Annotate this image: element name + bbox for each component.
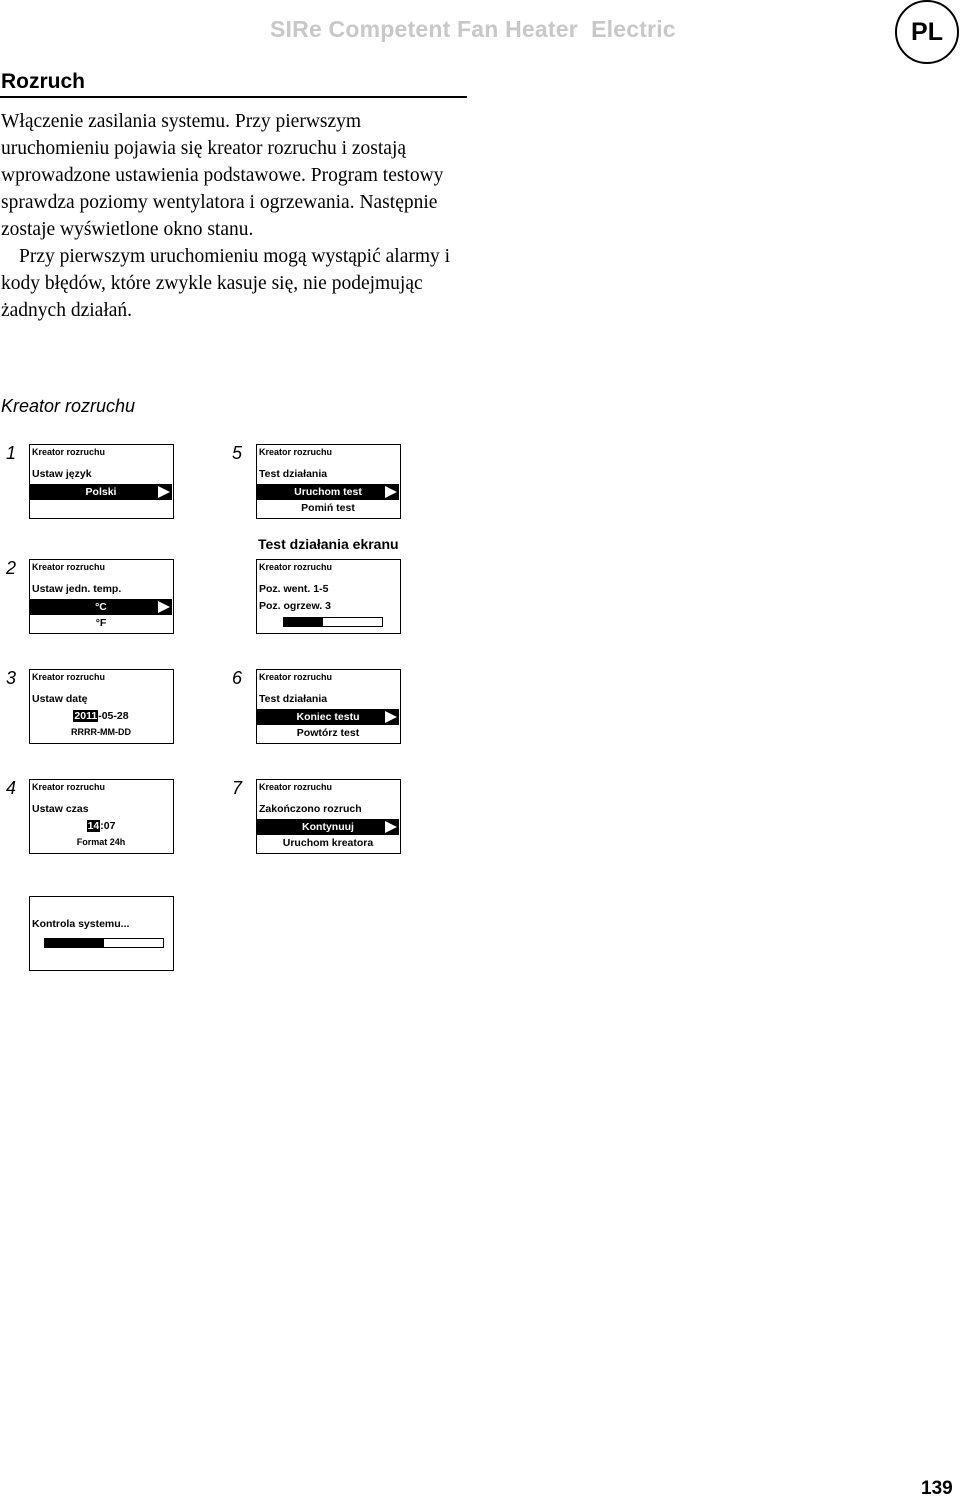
screen-title: Kreator rozruchu (32, 672, 106, 682)
date-format-hint: RRRR-MM-DD (71, 727, 131, 737)
date-year-highlight: 2011 (74, 710, 98, 722)
selected-option-text: Polski (85, 486, 117, 498)
screen-label: Test działania (259, 468, 328, 480)
selected-option-row (257, 709, 399, 725)
step-number-6: 6 (232, 668, 243, 688)
screen-title: Kreator rozruchu (32, 782, 106, 792)
language-badge: PL (895, 0, 959, 64)
display-test-progress-bar (283, 617, 383, 627)
heat-level-text: Poz. ogrzew. 3 (259, 600, 331, 612)
document-header-title: SIRe Competent Fan Heater Electric (270, 16, 676, 42)
screen-label: Ustaw język (32, 468, 92, 480)
wizard-heading: Kreator rozruchu (1, 396, 136, 416)
screen-label: Test działania (259, 693, 328, 705)
fan-level-text: Poz. went. 1-5 (259, 583, 329, 595)
option-text: Pomiń test (301, 502, 355, 514)
screen-title: Kreator rozruchu (259, 782, 333, 792)
selected-option-row (257, 819, 399, 835)
selected-option-row (257, 484, 399, 500)
screen-title: Kreator rozruchu (32, 447, 106, 457)
section-title: Rozruch (1, 70, 85, 93)
play-arrow-icon (385, 711, 397, 723)
play-arrow-icon (158, 486, 170, 498)
section-divider (0, 96, 467, 98)
step-number-4: 4 (6, 778, 17, 798)
body-text (1, 108, 471, 324)
screen-label: Ustaw datę (32, 693, 88, 705)
selected-option-row (30, 484, 172, 500)
screen-test-finished (256, 669, 401, 744)
page-number: 139 (921, 1478, 953, 1498)
progress-fill (284, 618, 323, 626)
option-text: Uruchom kreatora (282, 837, 374, 849)
selected-option-text: Koniec testu (296, 711, 360, 723)
screen-label: Ustaw czas (32, 803, 89, 815)
progress-fill (45, 939, 104, 947)
play-arrow-icon (158, 601, 170, 613)
screen-function-test (256, 444, 401, 519)
step-number-3: 3 (6, 668, 17, 688)
screen-set-time (29, 779, 174, 854)
date-rest: -05-28 (98, 710, 129, 722)
screen-set-date (29, 669, 174, 744)
selected-option-row (30, 599, 172, 615)
system-check-text: Kontrola systemu... (32, 918, 130, 930)
screen-title: Kreator rozruchu (32, 562, 106, 572)
screen-label: Zakończono rozruch (259, 803, 362, 815)
step-number-7: 7 (232, 778, 243, 798)
play-arrow-icon (385, 821, 397, 833)
selected-option-text: Kontynuuj (302, 821, 354, 833)
display-test-heading: Test działania ekranu (258, 536, 399, 552)
selected-option-text: Uruchom test (294, 486, 362, 498)
option-text: °F (95, 617, 107, 629)
step-number-5: 5 (232, 443, 243, 463)
screen-startup-complete (256, 779, 401, 854)
paragraph-intro: Włączenie zasilania systemu. Przy pierwszym uruchomieniu pojawia się kreator rozruchu i zostają wprowadzone ustawienia podstawowe. Program testowy sprawdza poziomy wentylatora i ogrzewania. Następnie zostaje wyświetlone okno stanu. (1, 111, 444, 240)
system-check-progress-bar (44, 938, 164, 948)
step-number-1: 1 (6, 443, 17, 463)
screen-title: Kreator rozruchu (259, 672, 333, 682)
play-arrow-icon (385, 486, 397, 498)
step-number-2: 2 (6, 558, 17, 578)
paragraph-alarms: Przy pierwszym uruchomieniu mogą wystąpić alarmy i kody błędów, które zwykle kasuje się, nie podejmując żadnych działań. (1, 246, 451, 321)
screen-set-language (29, 444, 174, 519)
screen-label: Ustaw jedn. temp. (32, 583, 122, 595)
screen-set-temp-unit (29, 559, 174, 634)
time-rest: :07 (100, 820, 116, 832)
screen-system-check (29, 896, 174, 971)
time-hour-highlight: 14 (87, 820, 100, 832)
selected-option-text: °C (95, 601, 107, 613)
screen-title: Kreator rozruchu (259, 562, 333, 572)
screen-title: Kreator rozruchu (259, 447, 333, 457)
option-text: Powtórz test (296, 727, 360, 739)
date-value (30, 710, 172, 722)
time-format-hint: Format 24h (76, 837, 126, 847)
screen-display-test (256, 559, 401, 634)
time-value (30, 820, 172, 832)
